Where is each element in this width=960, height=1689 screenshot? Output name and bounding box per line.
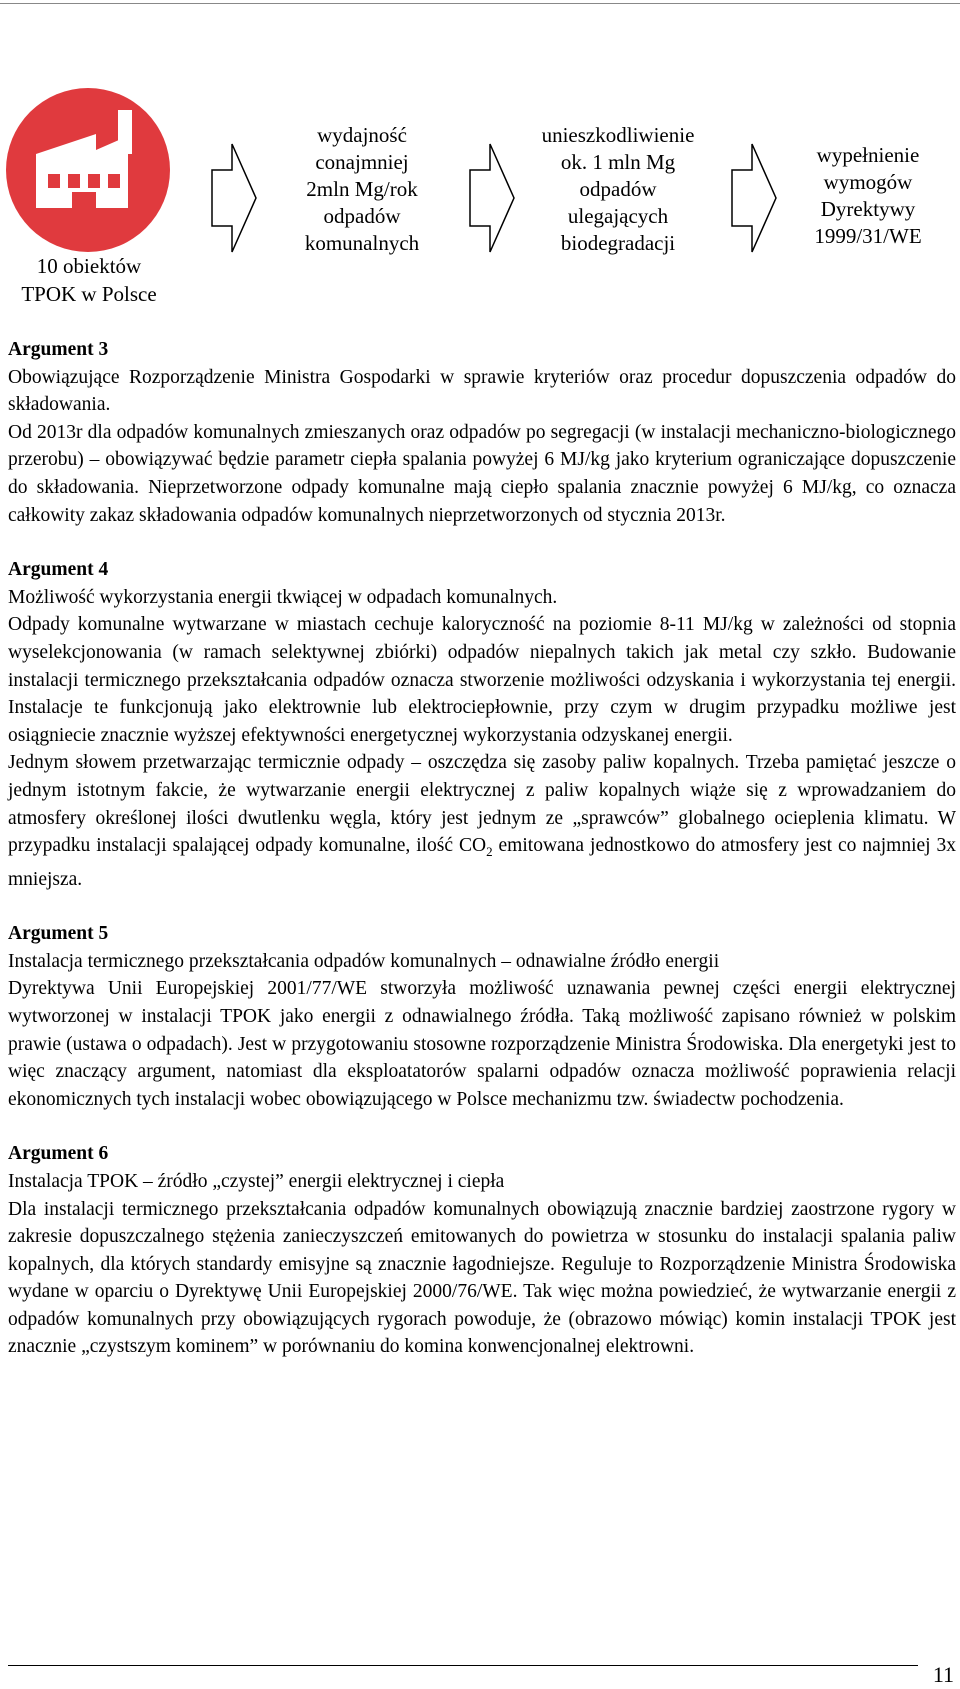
argument-4-text: Jednym słowem przetwarzając termicznie odpady – oszczędza się zasoby paliw kopalnych. Trzeba pamiętać jeszcze o jednym istotnym fakcie, że wytwarzanie energii elektrycznej z paliw kopalnych wiąże się z wprowadzaniem do atmosfery określonej ilości dwutlenku węgla, który jest jednym ze „sprawców” globalnego ocieplenia klimatu. W przypadku instalacji spalającej odpady komunalne, ilość xyxy=(8,752,956,857)
arrow-right-icon xyxy=(468,142,516,254)
argument-6-body: Dla instalacji termicznego przekształcania odpadów komunalnych obowiązują znacznie bardziej zaostrzone rygory w zakresie dopuszczalnego stężenia zanieczyszczeń emitowanych do powietrza w stosunku do instalacji spalania paliw kopalnych, dla których standardy emisyjne są znacznie łagodniejsze. Reguluje to Rozporządzenie Ministra Środowiska wydane w oparciu o Dyrektywę Unii Europejskiej 2000/76/WE. Tak więc można powiedzieć, że wytwarzanie energii z odpadów komunalnych przy obowiązujących rygorach powoduje, że (obrazowo mówiąc) komin instalacji TPOK jest znacznie „czystszym kominem” w porównaniu do komina konwencjonalnej elektrowni. xyxy=(8,1198,956,1358)
argument-4-text-end: emitowana jednostkowo do atmosfery jest co najmniej 3x mniejsza. xyxy=(8,835,957,890)
argument-4-title: Argument 4 xyxy=(8,559,109,581)
argument-3-title: Argument 3 xyxy=(8,339,109,360)
step-directive xyxy=(780,142,956,250)
step-line: wydajność xyxy=(317,123,407,147)
factory-badge xyxy=(6,88,170,252)
objects-caption-line: TPOK w Polsce xyxy=(21,282,157,306)
step-line: komunalnych xyxy=(304,231,420,255)
step-line: odpadów xyxy=(323,204,401,228)
co2-main: CO xyxy=(458,835,487,857)
factory-icon xyxy=(6,88,170,252)
co2-subscript: 2 xyxy=(486,843,493,859)
argument-5-title: Argument 5 xyxy=(8,923,109,945)
step-line: wypełnienie xyxy=(816,143,920,167)
arrow-right-icon xyxy=(730,142,778,254)
argument-5-subtitle: Instalacja termicznego przekształcania odpadów komunalnych – odnawialne źródło energii xyxy=(8,950,720,972)
step-line: 1999/31/WE xyxy=(814,224,922,248)
argument-4-body: Odpady komunalne wytwarzane w miastach cechuje kaloryczność na poziomie 8-11 MJ/kg w zależności od stopnia wyselekcjonowania (w ramach selektywnej zbiórki) odpadów niepalnych takich jak metal czy szkło. Budowanie instalacji termicznego przekształcania odpadów oznacza stworzenie możliwości odzyskania i wykorzystania tej energii. Instalacje te funkcjonują jako elektrownie lub elektrociepłownie, przy czym w drugim przypadku możliwe jest osiągniecie znacznie wyższej efektywności energetycznej wykorzystania odzyskanej energii. xyxy=(8,614,956,746)
footer-rule xyxy=(8,1665,918,1666)
top-rule xyxy=(0,3,960,4)
objects-caption-line: 10 obiektów xyxy=(36,254,142,278)
co2-formula xyxy=(458,835,493,859)
step-line: Dyrektywy xyxy=(820,197,916,221)
objects-caption xyxy=(4,252,174,308)
step-capacity xyxy=(262,122,462,257)
argument-4-subtitle: Możliwość wykorzystania energii tkwiącej w odpadach komunalnych. xyxy=(8,586,558,608)
step-line: wymogów xyxy=(823,170,913,194)
step-line: conajmniej xyxy=(315,150,409,174)
arrow-right-icon xyxy=(210,142,258,254)
page-number: 11 xyxy=(932,1662,954,1687)
argument-3-subtitle: Obowiązujące Rozporządzenie Ministra Gospodarki w sprawie kryteriów oraz procedur dopuszczenia odpadów do składowania. xyxy=(8,366,956,416)
argument-3-body: Od 2013r dla odpadów komunalnych zmieszanych oraz odpadów po segregacji (w instalacji mechaniczno-biologicznego przerobu) – obowiązywać będzie parametr ciepła spalania powyżej 6 MJ/kg jako kryterium ograniczające dopuszczenie do składowania. Nieprzetworzone odpady komunalne mają ciepło spalania znacznie powyżej 6 MJ/kg, co oznacza całkowity zakaz składowania odpadów komunalnych nieprzetworzonych od stycznia 2013r. xyxy=(8,421,956,526)
step-line: ok. 1 mln Mg xyxy=(560,150,676,174)
argument-4-body-continued xyxy=(8,749,956,893)
step-line: biodegradacji xyxy=(560,231,676,255)
step-line: 2mln Mg/rok xyxy=(306,177,418,201)
document-body xyxy=(8,336,956,1361)
step-disposal xyxy=(518,122,718,257)
step-line: odpadów xyxy=(579,177,657,201)
argument-6-subtitle: Instalacja TPOK – źródło „czystej” energii elektrycznej i ciepła xyxy=(8,1170,505,1192)
flow-diagram xyxy=(0,80,960,320)
step-line: ulegających xyxy=(567,204,669,228)
step-line: unieszkodliwienie xyxy=(541,123,695,147)
argument-5-body: Dyrektywa Unii Europejskiej 2001/77/WE stworzyła możliwość uznawania pewnej części energii elektrycznej wytworzonej w instalacji TPOK jako energii z odnawialnego źródła. Taką możliwość zapisano również w polskim prawie (ustawa o odpadach). Jest w przygotowaniu stosowne rozporządzenie Ministra Środowiska. Dla energetyki jest to więc znaczący argument, natomiast dla eksploatatorów spalarni odpadów oznacza możliwość poprawienia relacji ekonomicznych tych instalacji wobec obowiązującego w Polsce mechanizmu tzw. świadectw pochodzenia. xyxy=(8,978,956,1110)
argument-6-title: Argument 6 xyxy=(8,1143,109,1165)
